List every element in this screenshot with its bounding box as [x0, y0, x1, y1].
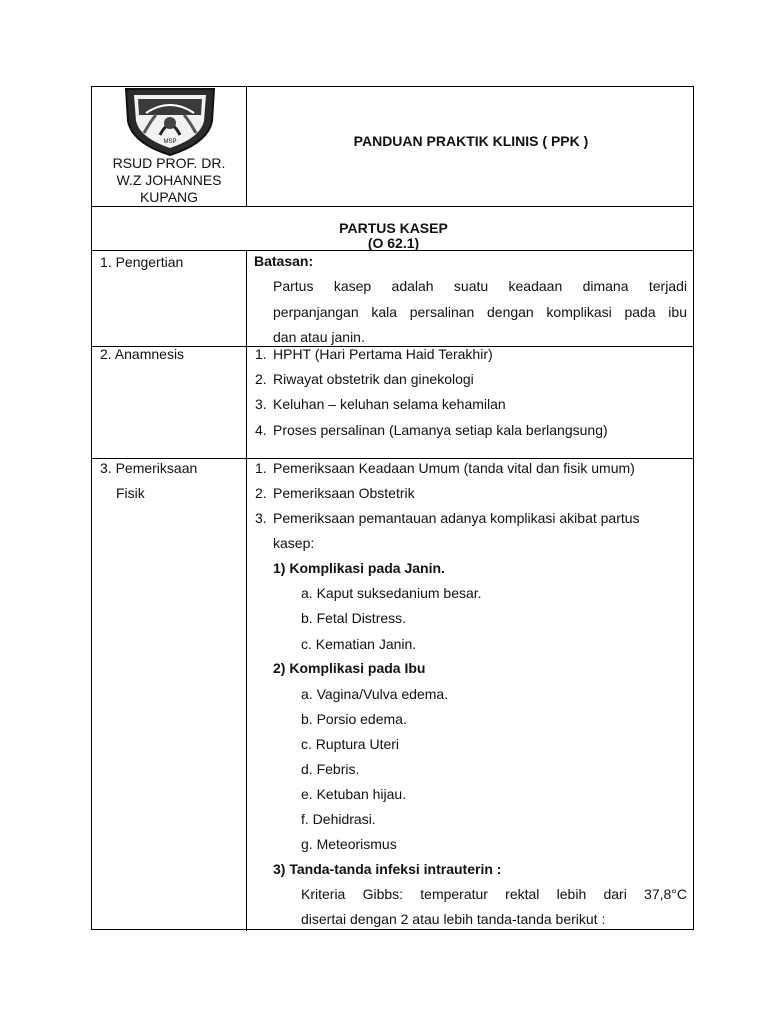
hospital-name-line: RSUD PROF. DR. [112, 155, 226, 171]
pengertian-line: dan atau janin. [273, 329, 365, 345]
list-item [255, 418, 687, 443]
list-item [255, 367, 687, 392]
list-text: Pemeriksaan Obstetrik [273, 485, 415, 501]
list-item [255, 342, 687, 367]
hospital-name [92, 155, 246, 206]
list-item [255, 481, 687, 506]
sub-list-item: b. Porsio edema. [301, 711, 407, 727]
section-content-pengertian [255, 250, 687, 346]
subsection-title-janin: 1) Komplikasi pada Janin. [273, 560, 445, 576]
list-item [255, 506, 687, 531]
pengertian-line: perpanjangan kala persalinan dengan komplikasi pada ibu [273, 304, 687, 320]
sub-list-item: e. Ketuban hijau. [301, 786, 407, 802]
list-number: 2. [255, 371, 267, 387]
sub-list-item: f. Dehidrasi. [301, 811, 376, 827]
ppk-document [91, 86, 694, 930]
list-text: Riwayat obstetrik dan ginekologi [273, 371, 474, 387]
list-text: Keluhan – keluhan selama kehamilan [273, 396, 506, 412]
section-label-pengertian: 1. Pengertian [100, 254, 184, 270]
hospital-name-line: KUPANG [139, 189, 199, 205]
infeksi-line: disertai dengan 2 atau lebih tanda-tanda berikut : [301, 911, 606, 927]
sub-list-item: b. Fetal Distress. [301, 610, 407, 626]
list-text: Proses persalinan (Lamanya setiap kala berlangsung) [273, 422, 608, 438]
emblem-text: MSP [163, 139, 177, 145]
header-divider [92, 206, 693, 207]
list-number: 1. [255, 460, 267, 476]
infeksi-line: Kriteria Gibbs: temperatur rektal lebih dari 37,8°C [301, 886, 687, 902]
body-column-divider [246, 250, 247, 931]
list-item [255, 392, 687, 417]
list-number: 3. [255, 510, 267, 526]
guide-title: PANDUAN PRAKTIK KLINIS ( PPK ) [353, 133, 589, 149]
topic-code: (O 62.1) [367, 235, 420, 251]
list-text: Pemeriksaan pemantauan adanya komplikasi akibat partus [273, 510, 640, 526]
section-content-anamnesis [255, 342, 687, 454]
list-item-continuation: kasep: [273, 535, 315, 551]
sub-list-item: c. Kematian Janin. [301, 636, 417, 652]
list-number: 2. [255, 485, 267, 501]
topic-name: PARTUS KASEP [339, 220, 448, 236]
pengertian-line: Partus kasep adalah suatu keadaan dimana terjadi [273, 278, 687, 294]
list-number: 4. [255, 422, 267, 438]
list-number: 1. [255, 346, 267, 362]
hospital-name-line: W.Z JOHANNES [116, 172, 222, 188]
section-label-pemeriksaan: 3. Pemeriksaan [100, 460, 198, 476]
section-content-pemeriksaan [255, 456, 687, 928]
list-number: 3. [255, 396, 267, 412]
sub-list-item: a. Vagina/Vulva edema. [301, 686, 449, 702]
section-label-pemeriksaan-line2: Fisik [116, 485, 145, 501]
sub-list-item: g. Meteorismus [301, 836, 397, 852]
sub-list-item: a. Kaput suksedanium besar. [301, 585, 482, 601]
section-label-anamnesis: 2. Anamnesis [100, 346, 185, 362]
hospital-emblem-icon [122, 85, 218, 157]
list-item [255, 456, 687, 481]
pengertian-heading: Batasan: [254, 253, 314, 269]
sub-list-item: d. Febris. [301, 761, 360, 777]
sub-list-item: c. Ruptura Uteri [301, 736, 400, 752]
list-text: HPHT (Hari Pertama Haid Terakhir) [273, 346, 493, 362]
subsection-title-ibu: 2) Komplikasi pada Ibu [273, 660, 426, 676]
list-text: Pemeriksaan Keadaan Umum (tanda vital dan fisik umum) [273, 460, 635, 476]
subsection-title-infeksi: 3) Tanda-tanda infeksi intrauterin : [273, 861, 502, 877]
